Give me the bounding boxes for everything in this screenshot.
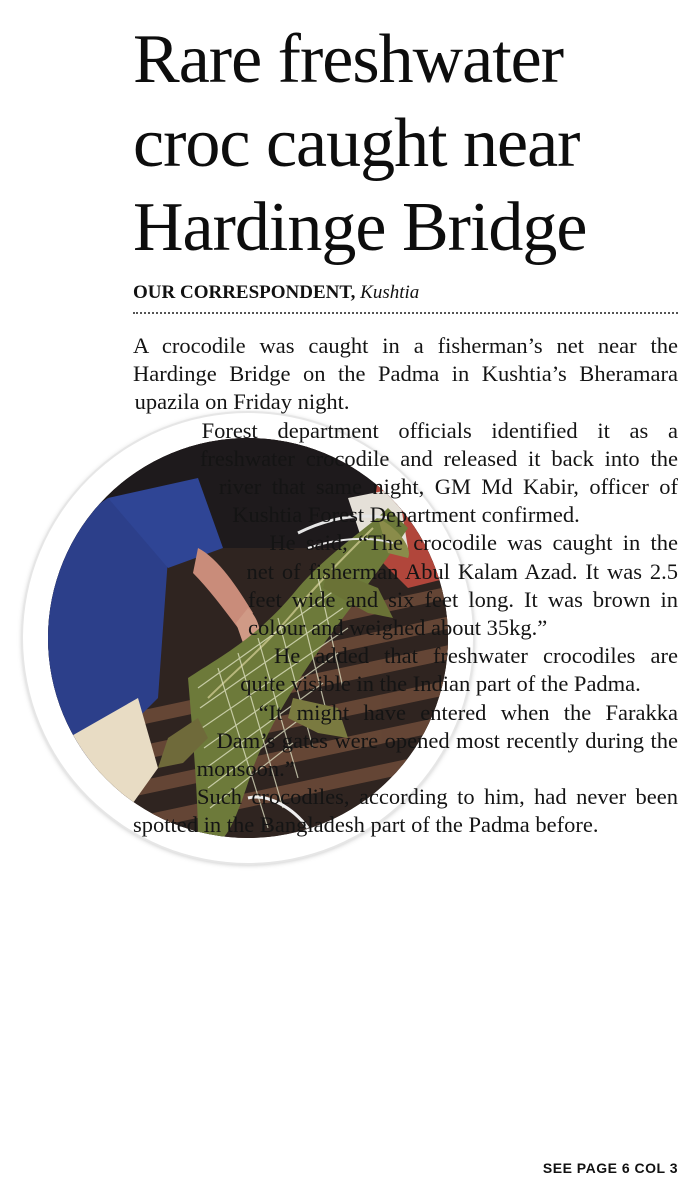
dotted-divider	[133, 312, 678, 314]
article-paragraph: Forest department officials identified it as a freshwater crocodile and released it back into the river that same night, GM Md Kabir, officer of Kushtia Forest Department confirmed.	[199, 417, 678, 528]
headline-line-2: croc caught near	[133, 105, 580, 182]
article-body	[133, 332, 678, 870]
article-paragraph: “It might have entered when the Farakka Dam’s gates were opened most recently during the monsoon.”	[196, 699, 678, 782]
article-paragraph: Such crocodiles, according to him, had never been spotted in the Bangladesh part of the Padma before.	[133, 784, 678, 838]
byline-author: OUR CORRESPONDENT,	[133, 282, 356, 303]
continuation-jump: SEE PAGE 6 COL 3	[542, 1160, 678, 1176]
article-paragraph: He added that freshwater crocodiles are quite visible in the Indian part of the Padma.	[240, 643, 678, 697]
headline-line-3: Hardinge Bridge	[133, 189, 587, 266]
headline-line-1: Rare freshwater	[133, 21, 564, 98]
byline-location: Kushtia	[360, 282, 420, 303]
article-paragraph: A crocodile was caught in a fisherman’s net near the Hardinge Bridge on the Padma in Kushtia’s Bheramara upazila on Friday night.	[133, 333, 678, 415]
headline	[133, 18, 683, 270]
byline	[133, 282, 419, 304]
article-paragraph: He said, “The crocodile was caught in the net of fisherman Abul Kalam Azad. It was 2.5 feet wide and six feet long. It was brown in colour and weighed about 35kg.”	[246, 530, 678, 641]
